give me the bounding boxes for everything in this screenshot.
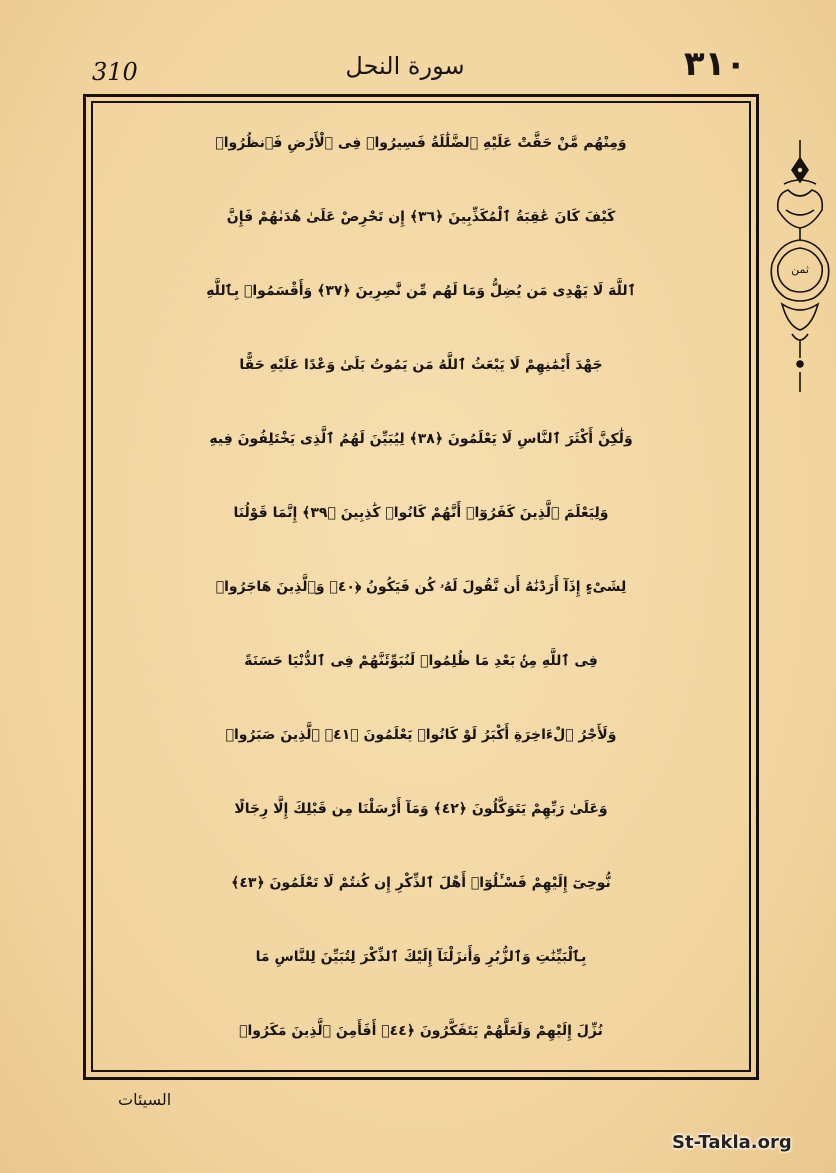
- text-line: وَلِيَعْلَمَ ٱلَّذِينَ كَفَرُوٓا۟ أَنَّهُمْ كَانُوا۟ كَٰذِبِينَ ﴿٣٩﴾ إِنَّمَا قَوْلُنَا: [233, 505, 609, 521]
- text-line: نُّوحِىٓ إِلَيْهِمْ فَسْـَٔلُوٓا۟ أَهْلَ ٱلذِّكْرِ إِن كُنتُمْ لَا تَعْلَمُونَ ﴿٤٣﴾: [231, 875, 611, 891]
- text-line: وَلَأَجْرُ ٱلْءَاخِرَةِ أَكْبَرُ لَوْ كَانُوا۟ يَعْلَمُونَ ﴿٤١﴾ ٱلَّذِينَ صَبَرُوا۟: [225, 727, 617, 743]
- page-number-latin: 310: [92, 58, 138, 86]
- ornament-label: ثمن: [791, 263, 809, 276]
- text-line: نُزِّلَ إِلَيْهِمْ وَلَعَلَّهُمْ يَتَفَكَّرُونَ ﴿٤٤﴾ أَفَأَمِنَ ٱلَّذِينَ مَكَرُوا۟: [239, 1023, 603, 1039]
- text-line: وَعَلَىٰ رَبِّهِمْ يَتَوَكَّلُونَ ﴿٤٢﴾ وَمَآ أَرْسَلْنَا مِن قَبْلِكَ إِلَّا رِجَالًا: [234, 801, 608, 817]
- margin-ornament: [762, 140, 836, 400]
- watermark: St-Takla.org: [672, 1132, 792, 1153]
- text-line: فِى ٱللَّهِ مِنۢ بَعْدِ مَا ظُلِمُوا۟ لَنُبَوِّئَنَّهُمْ فِى ٱلدُّنْيَا حَسَنَةً: [244, 653, 598, 669]
- text-line: كَيْفَ كَانَ عَٰقِبَةُ ٱلْمُكَذِّبِينَ ﴿٣٦﴾ إِن تَحْرِصْ عَلَىٰ هُدَىٰهُمْ فَإِنَّ: [226, 209, 616, 225]
- text-line: ٱللَّهَ لَا يَهْدِى مَن يُضِلُّ وَمَا لَهُم مِّن نَّٰصِرِينَ ﴿٣٧﴾ وَأَقْسَمُوا۟ بِٱللَّهِ: [206, 283, 636, 299]
- quran-text-block: [98, 106, 744, 1068]
- catchword: السيئات: [118, 1090, 172, 1109]
- page-number-arabic: ٣١٠: [683, 44, 747, 84]
- text-line: لِشَىْءٍ إِذَآ أَرَدْنَٰهُ أَن نَّقُولَ لَهُۥ كُن فَيَكُونُ ﴿٤٠﴾ وَٱلَّذِينَ هَاجَرُوا۟: [215, 579, 627, 595]
- text-line: وَلَٰكِنَّ أَكْثَرَ ٱلنَّاسِ لَا يَعْلَمُونَ ﴿٣٨﴾ لِيُبَيِّنَ لَهُمُ ٱلَّذِى يَخْتَلِفُونَ فِيهِ: [209, 431, 633, 447]
- text-line: جَهْدَ أَيْمَٰنِهِمْ لَا يَبْعَثُ ٱللَّهُ مَن يَمُوتُ بَلَىٰ وَعْدًا عَلَيْهِ حَقًّا: [239, 357, 603, 373]
- surah-title: سورة النحل: [345, 52, 465, 80]
- text-line: بِٱلْبَيِّنَٰتِ وَٱلزُّبُرِ وَأَنزَلْنَآ إِلَيْكَ ٱلذِّكْرَ لِتُبَيِّنَ لِلنَّاسِ مَا: [255, 949, 587, 965]
- text-line: وَمِنْهُم مَّنْ حَقَّتْ عَلَيْهِ ٱلضَّلَٰلَةُ فَسِيرُوا۟ فِى ٱلْأَرْضِ فَٱنظُرُوا۟: [215, 135, 627, 151]
